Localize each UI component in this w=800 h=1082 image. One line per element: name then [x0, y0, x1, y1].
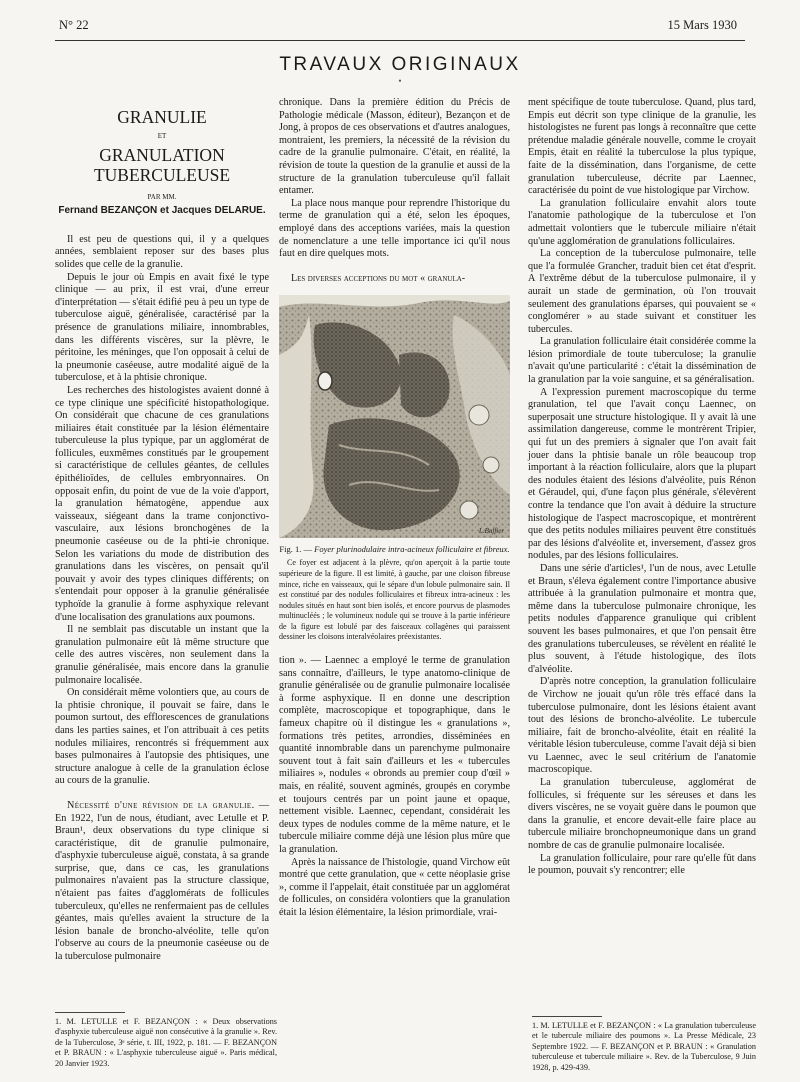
page-header [55, 18, 745, 38]
paragraph: On considérait même volontiers que, au cours de la phtisie chronique, il pouvait se faire, dans le poumon surtout, des efflorescences de granulations dans les parties saines, et l'on attribuait à ces petits nodules miliaires, rencontrés si fréquemment aux bases pulmonaires à l'autopsie des phtisiques, une structure analogue à celle de la granulation éclose au cours de la granulie. [55, 687, 269, 787]
article-title-et: ET [157, 132, 167, 140]
footnote-rule-right [532, 1016, 602, 1017]
paragraph: La conception de la tuberculose pulmonaire, telle que l'a formulée Grancher, traduit bien cet état d'esprit. A l'extrême début de la tuberculose pulmonaire, il y aurait un stade de germination, où l'on trouvait seulement des granulations éparses, qui pouvaient se « conglomérer » au stade suivant et constituer les tubercules. [528, 248, 756, 335]
header-rule [55, 40, 745, 41]
paragraph: Il est peu de questions qui, il y a quelques années, semblaient reposer sur des bases plus solides que celle de la granulie. [55, 233, 269, 270]
paragraph: La granulation folliculaire envahit alors toute l'anatomie pathologique de la tuberculose et l'on admettait volontiers que le tubercule miliaire n'était qu'une agglomération de granulations folliculaires. [528, 197, 756, 247]
caption-text: Foyer plurinodulaire intra-acineux folliculaire et fibreux. [314, 544, 510, 555]
footnote-right: 1. M. LETULLE et F. BEZANÇON : « La granulation tuberculeuse et le tubercule miliaire des poumons ». La Presse Médicale, 23 Septembre 1922. — F. BEZANÇON et P. BRAUN : « Granulation tuberculeuse et tubercule miliaire ». Rev. de la Tuberculose, 9 Juin 1928, p. 429-439. [532, 1021, 756, 1072]
issue-date: 15 Mars 1930 [667, 18, 737, 32]
section-ornament: • [398, 76, 402, 86]
micrograph-illustration [279, 295, 510, 538]
figure-signature: L.Buffier [479, 527, 505, 536]
paragraph: Après la naissance de l'histologie, quand Virchow eût montré que cette granulation, que « cette néoplasie grise », comme il l'appelait, était constituée par un agglomérat de follicules, on considéra volontiers que la granulation était la lésion élémentaire, la lésion primordiale, vrai- [279, 856, 510, 918]
column-1 [55, 103, 269, 964]
issue-number: N° 22 [59, 18, 89, 32]
paragraph: La granulation folliculaire, pour rare qu'elle fût dans le poumon, pouvait s'y rencontrer; elle [528, 852, 756, 877]
paragraph [55, 800, 269, 964]
paragraph: Il ne semblait pas discutable un instant que la granulation pulmonaire eût là même structure que celle des autres viscères, non seulement dans la granulie généralisée, mais encore dans la granulie pulmonaire localisée. [55, 624, 269, 686]
article-title-line2: GRANULATION TUBERCULEUSE [93, 144, 231, 185]
micrograph-figure [279, 295, 510, 538]
paragraph: La place nous manque pour reprendre l'historique du terme de granulation qui a été, selon les époques, employé dans des acceptions variées, mais la question de nomenclature a une telle importance ici qu'il nous faut en dire quelques mots. [279, 197, 510, 260]
paragraph: Dans une série d'articles¹, l'un de nous, avec Letulle et Braun, s'éleva également contre l'importance abusive attribuée à la granulation pulmonaire et montra que, même dans la tuberculose pulmonaire chronique, les petits nodules d'apparence granulique qui criblent souvent les bases pulmonaires, et que l'on pensait être des granulations tuberculeuses, se révèlent en réalité le plus souvent, à l'étude histologique, des îlots d'alvéolite. [528, 562, 756, 675]
footnote-rule-left [55, 1012, 125, 1013]
paragraph: chronique. Dans la première édition du Précis de Pathologie médicale (Masson, éditeur), Bezançon et de Jong, à propos de ces observations et d'autres analogues, montraient, les premiers, la nécessité de la révision du cadre de la granulie pulmonaire. C'était, en réalité, la révision de toute la question de la granulie et aussi de la structure de la granulation tuberculeuse qu'il fallait entamer. [279, 97, 510, 197]
byline-par: PAR MM. [147, 192, 177, 201]
figure-legend: Ce foyer est adjacent à la plèvre, qu'on aperçoit à la partie toute supérieure de la figure. Il est limité, à gauche, par une cloison fibreuse mince, riche en vaisseaux, qui le sépare d'un lobule pulmonaire sain. Il est constitué par des nodules folliculaires et fibreux intra-acineux : les nodules situés en haut sont bien isolés, et encore pourvus de plasmodes multinucléés ; le volumineux nodule qui se trouve à la partie inférieure de la figure est lobulé par des faisceaux collagènes qui paraissent dessiner les cloisons interalvéolaires préexistantes. [279, 558, 510, 642]
subheading-revision: Nécessité d'une révision de la granulie. [67, 799, 255, 811]
paragraph: A l'expression purement macroscopique du terme granulation, tel que l'avait conçu Laennec, on superposait une structure histologique. Il y avait là une assimilation dangereuse, comme le montrèrent Tripier, qui fut un des premiers à signaler que l'on avait fait jouer dans la phtisie banale un rôle beaucoup trop important à la réaction folliculaire, alors que la plupart des nodules étaient des lésions d'alvéolite, puis Rénon et Géraudel, qui, d'une façon plus générale, s'élevèrent contre la tendance que l'on avait à déduire la structure histologique de l'aspect macroscopique, et montrèrent que des petits nodules miliaires peuvent être constitués par des lésions d'alvéolite et, inversement, d'assez gros nodules, par des lésions folliculaires. [528, 386, 756, 562]
subheading-acceptions: Les diverses acceptions du mot « granula- [291, 272, 466, 284]
paragraph-text: — En 1922, l'un de nous, étudiant, avec Letulle et P. Braun¹, deux observations du type clinique si caractéristique, dit de granulie pulmonaire, d'asphyxie tuberculeuse aiguë, constata, à sa grande surprise, que, dans ce cas, les granulations pulmonaires n'avaient pas la structure classique, n'étaient pas faites d'agglomérats de follicules tuberculeux, qu'elles ne renfermaient pas de cellules géantes, mais qu'elles avaient la structure de la lésion banale de broncho-alvéolite, telle qu'on l'observe au cours de la pneumonie caséeuse ou de la tuberculose pulmonaire [55, 799, 270, 963]
paragraph: La granulation folliculaire était considérée comme la lésion primordiale de toute tuberculose; la granulie n'avait qu'une particularité : c'était la dissémination de la granulation par la voie sanguine, et sa généralisation. [528, 336, 756, 386]
paragraph: La granulation tuberculeuse, agglomérat de follicules, si fréquente sur les séreuses et dans les divers viscères, ne se voyait guère dans le poumon que dans la granulie, et encore devait-elle faire place au tubercule miliaire bronchopneumonique dans un grand nombre de cas de granulie pulmonaire localisée. [528, 777, 756, 852]
caption-number: Fig. 1. — [279, 544, 312, 555]
column-3 [528, 97, 756, 878]
section-title: TRAVAUX ORIGINAUX [279, 54, 521, 75]
paragraph: ment spécifique de toute tuberculose. Quand, plus tard, Empis eut décrit son type clinique de la granulie, les histologistes ne furent pas longs à reconnaître que cette prétendue maladie générale nouvelle, comme le croyait Empis, était en réalité la tuberculose la plus typique, faite de la dissémination, dans l'organisme, de cette granulation tuberculeuse, décrite par Laennec, caractérisée du point de vue histologique par Virchow. [528, 97, 756, 197]
article-title-line1: GRANULIE [117, 107, 207, 127]
paragraph: D'après notre conception, la granulation folliculaire de Virchow ne jouait qu'un rôle très effacé dans la tuberculose pulmonaire, dont les lésions étaient avant tout des lésions de broncho-alvéolite. Le tubercule miliaire, fait de broncho-alvéolite, était en réalité la véritable lésion tuberculeuse, comme l'avait déjà si bien vu Laennec, avec le seul critérium de l'anatomie macroscopique. [528, 676, 756, 776]
figure-caption [279, 544, 510, 554]
footnote-left: 1. M. LETULLE et F. BEZANÇON : « Deux observations d'asphyxie tuberculeuse aiguë non consécutive à la granulie ». Rev. de la Tuberculose, 3ᵉ série, t. III, 1922, p. 181. — F. BEZANÇON et P. BRAUN : « L'asphyxie tuberculeuse aiguë ». Paris médical, 20 Janvier 1923. [55, 1017, 277, 1068]
article-authors: Fernand BEZANÇON et Jacques DELARUE. [58, 205, 266, 217]
paragraph: Depuis le jour où Empis en avait fixé le type clinique — au prix, il est vrai, d'une erreur d'interprétation — s'était édifié peu à peu un type de tuberculose aiguë, généralisée, caractérisé par la présence de granulations miliaire, innombrables, dans les différents viscères, sur la plèvre, le péritoine, les méninges, que l'on opposait à celui de la pneumonie caséeuse, autre modalité aiguë de la tuberculose, et à la phtisie chronique. [55, 271, 269, 384]
column-2 [279, 97, 510, 920]
paragraph: Les recherches des histologistes avaient donné à ce type clinique une spécificité histopathologique. On considérait que chacune de ces granulations miliaires était constituée par la lésion élémentaire tuberculeuse la plus typique, par un agglomérat de follicules, euxmêmes constitués par le groupement si caractéristique de cellules géantes, de cellules épithélioïdes, de cellules embryonnaires. On opposait enfin, du point de vue de la voie d'apport, la granulation hématogène, appendue aux vaisseaux, siégeant dans la trame conjonctivo-vasculaire, aux lésions bronchogènes de la pneumonie caséeuse ou de la phti-ie chronique. Selon les variations du mode de distribution des granulations dans les viscères, on pensait qu'il pouvait y avoir des types cliniques différents; on s'entendait pour opposer à la granulie généralisée typhoïde la granulie à forme asphyxique relevant d'une localisation des granulations aux poumons. [55, 384, 269, 623]
paragraph: tion ». — Laennec a employé le terme de granulation sans connaître, d'ailleurs, le type anatomo-clinique de granulie généralisée ou de granulie pulmonaire localisée à forme asphyxique. Il en donne une description complète, macroscopique et topographique, dans le fameux chapitre où il distingue les « granulations », formations très petites, arrondies, disséminées en quantité innombrable dans un parenchyme pulmonaire souvent tout à fait sain d'ailleurs et les « tubercules miliaires », nodules « obronds au premier coup d'œil » mais, en réalité, souvent agminés, groupés en corymbe et toujours centrés par un point jaune et opaque, nettement visible. Laennec, cependant, considérait les deux types de nodules comme de la même nature, et le tubercule miliaire comme déjà une lésion plus mûre que la granulation. [279, 655, 510, 855]
